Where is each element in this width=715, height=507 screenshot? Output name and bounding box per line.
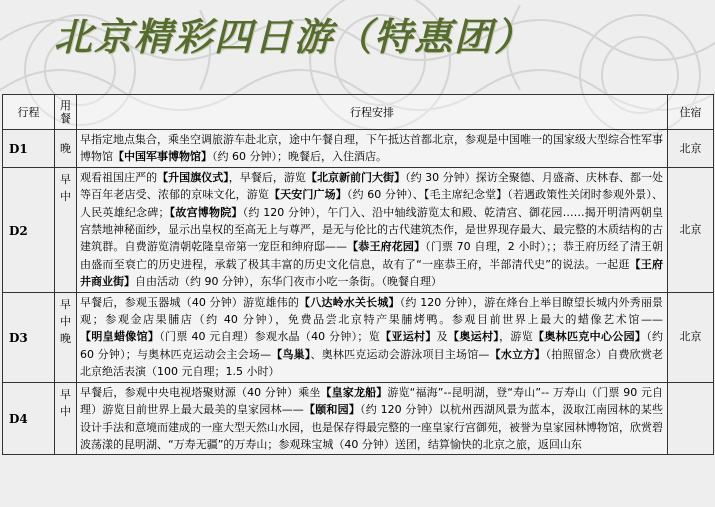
meals-cell (55, 292, 77, 382)
itinerary-description (77, 167, 668, 292)
description-text: 早餐后，参观中央电视塔聚财源（40 分钟）乘坐 (80, 385, 321, 399)
header-row (3, 95, 714, 130)
description-text: 观看祖国庄严的 (80, 170, 158, 184)
highlight-attraction: 【水立方】 (489, 347, 546, 361)
description-text: （拍照留念）自费欣赏老北京绝活表演（100 元自理；1.5 小时） (80, 347, 664, 379)
meals-text: 早 中 晚 (60, 297, 71, 346)
day-label: D4 (3, 382, 55, 455)
description-text: （约 120 分钟）以杭州西湖风景为蓝本，汲取江南园林的某些设计手法和意境而建成的一座大型天然山水园，也是保存得最完整的一座皇家行宫御苑，被誉为皇家园林博物馆，欣赏碧波荡漾的昆明湖、“万寿无疆”的万寿山；参观珠宝城（40 分钟）送团，结算愉快的北京之旅，返回山东 (80, 403, 663, 451)
highlight-attraction: 【八达岭水关长城】 (299, 295, 400, 309)
description-text: 、奥林匹克运动会游泳项目主场馆— (310, 347, 490, 361)
stay-location: 北京 (668, 130, 714, 168)
itinerary-description (77, 382, 668, 455)
header-itinerary: 行程安排 (77, 95, 668, 130)
table-row (3, 167, 714, 292)
meals-cell (55, 130, 77, 168)
itinerary-description (77, 130, 668, 168)
highlight-attraction: 【中国军事博物馆】 (113, 150, 212, 164)
highlight-attraction: 【北京新前门大街】 (305, 170, 406, 184)
highlight-attraction: 【故宫博物院】 (169, 205, 243, 219)
page-title: 北京精彩四日游（特惠团） (54, 14, 535, 59)
stay-location: 北京 (668, 167, 714, 292)
description-text: （门票 70 自理，2 小时）；；恭王府历经了清王朝由盛而至衰亡的历史进程，承载了极其丰富的历史文化信息，故有了“一座恭王府，半部清代史”的说法。一起逛 (80, 240, 664, 271)
stay-location: 北京 (668, 292, 714, 382)
description-text: （约 60 分钟）；与奥林匹克运动会主会场— (80, 330, 664, 361)
description-text: （约 30 分钟）探访全聚德、月盛斋、庆林春、都一处等百年老店受、浓郁的京味文化，游览 (80, 170, 664, 202)
meals-text: 早 中 (60, 172, 71, 204)
day-label: D2 (3, 167, 55, 292)
highlight-attraction: 【恭王府花园】 (347, 240, 426, 254)
description-text: ，早餐后，游览 (228, 170, 306, 184)
meals-text: 早 中 (60, 387, 71, 419)
highlight-attraction: 【亚运村】 (380, 330, 437, 344)
table-row (3, 292, 714, 382)
description-text: （约 120 分钟），游在烽台上举目瞭望长城内外秀丽景观；参观金店果脯店（约 40 分钟），免费品尝北京特产果脯烤鸭。参观目前世界上最大的蜡像艺术馆—— (80, 295, 664, 327)
day-label: D1 (3, 130, 55, 168)
highlight-attraction: 【颐和园】 (303, 403, 361, 417)
highlight-attraction: 【奥林匹克中心公园】 (533, 330, 647, 344)
highlight-attraction: 【天安门广场】 (269, 188, 347, 202)
description-text: ，游览 (499, 330, 534, 344)
highlight-attraction: 【升国旗仪式】 (157, 170, 229, 184)
highlight-attraction: 【明皇蜡像馆】 (80, 330, 160, 344)
description-text: （约 60 分钟）、【毛主席纪念堂】（若遇政策性关闭时参观外景）、人民英雄纪念碑； (80, 188, 663, 219)
day-label: D3 (3, 292, 55, 382)
stay-location (668, 382, 714, 455)
table-row (3, 382, 714, 455)
meals-text: 晚 (60, 141, 71, 155)
description-text: 早指定地点集合，乘坐空调旅游车赴北京，途中午餐自理，下午抵达首都北京，参观是中国唯一的国家级大型综合性军事博物馆 (80, 133, 663, 164)
table-row (3, 130, 714, 168)
highlight-attraction: 【皇家龙船】 (320, 385, 388, 399)
header-stay: 住宿 (668, 95, 714, 130)
highlight-attraction: 【王府井商业街】 (80, 257, 664, 289)
description-text: 自由活动（约 90 分钟），东华门夜市小吃一条街。（晚餐自理） (135, 275, 442, 289)
description-text: （门票 40 元自理）参观水晶（40 分钟）；览 (159, 330, 381, 344)
itinerary-description (77, 292, 668, 382)
highlight-attraction: 【鸟巢】 (271, 347, 311, 361)
meals-cell (55, 382, 77, 455)
itinerary-table (2, 94, 714, 455)
description-text: 早餐后，参观玉器城（40 分钟）游览雄伟的 (80, 295, 300, 309)
highlight-attraction: 【奥运村】 (448, 330, 500, 344)
header-meals: 用餐 (55, 95, 77, 130)
description-text: 及 (436, 330, 448, 344)
meals-cell (55, 167, 77, 292)
itinerary-body (3, 130, 714, 455)
description-text: （约 60 分钟）；晚餐后，入住酒店。 (212, 150, 387, 164)
header-day: 行程 (3, 95, 55, 130)
description-text: 游览“福海”--昆明湖，登“寿山”-- 万寿山（门票 90 元自理）游览目前世界上最大最美的皇家园林—— (80, 385, 663, 417)
description-text: （约 120 分钟），午门入、沿中轴线游览太和殿、乾清宫、御花园……揭开明清两朝皇宫禁地神秘面纱，显示出皇权的至高无上与尊严，是无与伦比的古代建筑杰作，是世界现存最大、最完整的木质结构的古建筑群。自费游览清朝乾隆皇帝第一宠臣和绅府邸—— (80, 205, 664, 254)
